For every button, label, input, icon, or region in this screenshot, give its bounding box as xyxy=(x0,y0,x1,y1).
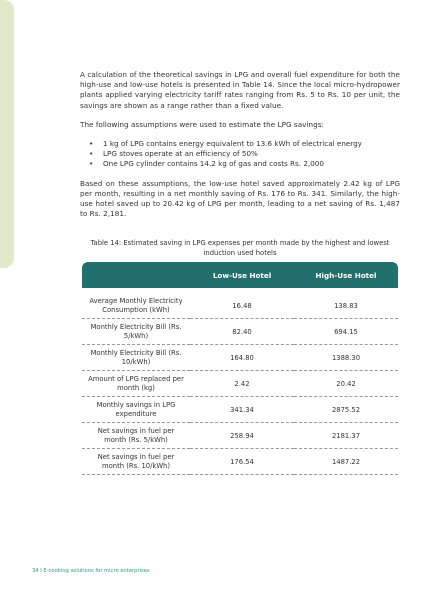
bullet-icon: • xyxy=(89,139,94,149)
decorative-side-bar xyxy=(0,0,14,268)
row-label: Net savings in fuel per month (Rs. 5/kWh) xyxy=(82,423,190,449)
high-use-value: 20.42 xyxy=(294,371,398,397)
header-low-use: Low-Use Hotel xyxy=(190,262,294,288)
assumption-text: One LPG cylinder contains 14.2 kg of gas and costs Rs. 2,000 xyxy=(103,159,324,169)
assumption-item xyxy=(89,139,400,149)
row-label: Monthly Electricity Bill (Rs. 10/kWh) xyxy=(82,345,190,371)
low-use-value: 16.48 xyxy=(190,293,294,319)
bullet-icon: • xyxy=(89,159,94,169)
bullet-icon: • xyxy=(89,149,94,159)
table-row xyxy=(82,397,398,423)
high-use-value: 2875.52 xyxy=(294,397,398,423)
table-row xyxy=(82,449,398,475)
row-label: Net savings in fuel per month (Rs. 10/kWh) xyxy=(82,449,190,475)
header-cell-blank xyxy=(82,262,190,288)
high-use-value: 1388.30 xyxy=(294,345,398,371)
row-label: Average Monthly Electricity Consumption (kWh) xyxy=(82,293,190,319)
table-row xyxy=(82,345,398,371)
row-label: Monthly savings in LPG expenditure xyxy=(82,397,190,423)
table-row xyxy=(82,293,398,319)
table-row xyxy=(82,423,398,449)
high-use-value: 694.15 xyxy=(294,319,398,345)
high-use-value: 2181.37 xyxy=(294,423,398,449)
assumption-item xyxy=(89,159,400,169)
assumptions-intro: The following assumptions were used to estimate the LPG savings: xyxy=(80,119,325,129)
low-use-value: 341.34 xyxy=(190,397,294,423)
row-label: Monthly Electricity Bill (Rs. 5/kWh) xyxy=(82,319,190,345)
table-row xyxy=(82,371,398,397)
conclusion-paragraph: Based on these assumptions, the low-use hotel saved approximately 2.42 kg of LPG per month, resulting in a net monthly saving of Rs. 176 to Rs. 341. Similarly, the high-use hotel saved up to 20.42 kg of LPG per month, leading to a net saving of Rs. 1,487 to Rs. 2,181. xyxy=(80,178,400,219)
high-use-value: 138.83 xyxy=(294,293,398,319)
header-high-use: High-Use Hotel xyxy=(294,262,398,288)
table-row xyxy=(82,319,398,345)
row-label: Amount of LPG replaced per month (kg) xyxy=(82,371,190,397)
low-use-value: 82.40 xyxy=(190,319,294,345)
table-caption: Table 14: Estimated saving in LPG expenses per month made by the highest and lowest induction used hotels xyxy=(90,239,390,257)
assumptions-list xyxy=(80,139,400,170)
lpg-savings-table xyxy=(82,262,398,475)
low-use-value: 176.54 xyxy=(190,449,294,475)
page-footer: 34 I E-cooking solutions for micro enterprises xyxy=(32,568,150,574)
table-header-row xyxy=(82,262,398,288)
high-use-value: 1487.22 xyxy=(294,449,398,475)
assumption-item xyxy=(89,149,400,159)
low-use-value: 2.42 xyxy=(190,371,294,397)
low-use-value: 164.80 xyxy=(190,345,294,371)
assumption-text: 1 kg of LPG contains energy equivalent to 13.6 kWh of electrical energy xyxy=(103,139,362,149)
page-content xyxy=(80,70,400,258)
intro-paragraph: A calculation of the theoretical savings in LPG and overall fuel expenditure for both the high-use and low-use hotels is presented in Table 14. Since the local micro-hydropower plants applied varying electricity tariff rates ranging from Rs. 5 to Rs. 10 per unit, the savings are shown as a range rather than a fixed value. xyxy=(80,70,400,110)
assumption-text: LPG stoves operate at an efficiency of 50% xyxy=(103,149,258,159)
low-use-value: 258.94 xyxy=(190,423,294,449)
